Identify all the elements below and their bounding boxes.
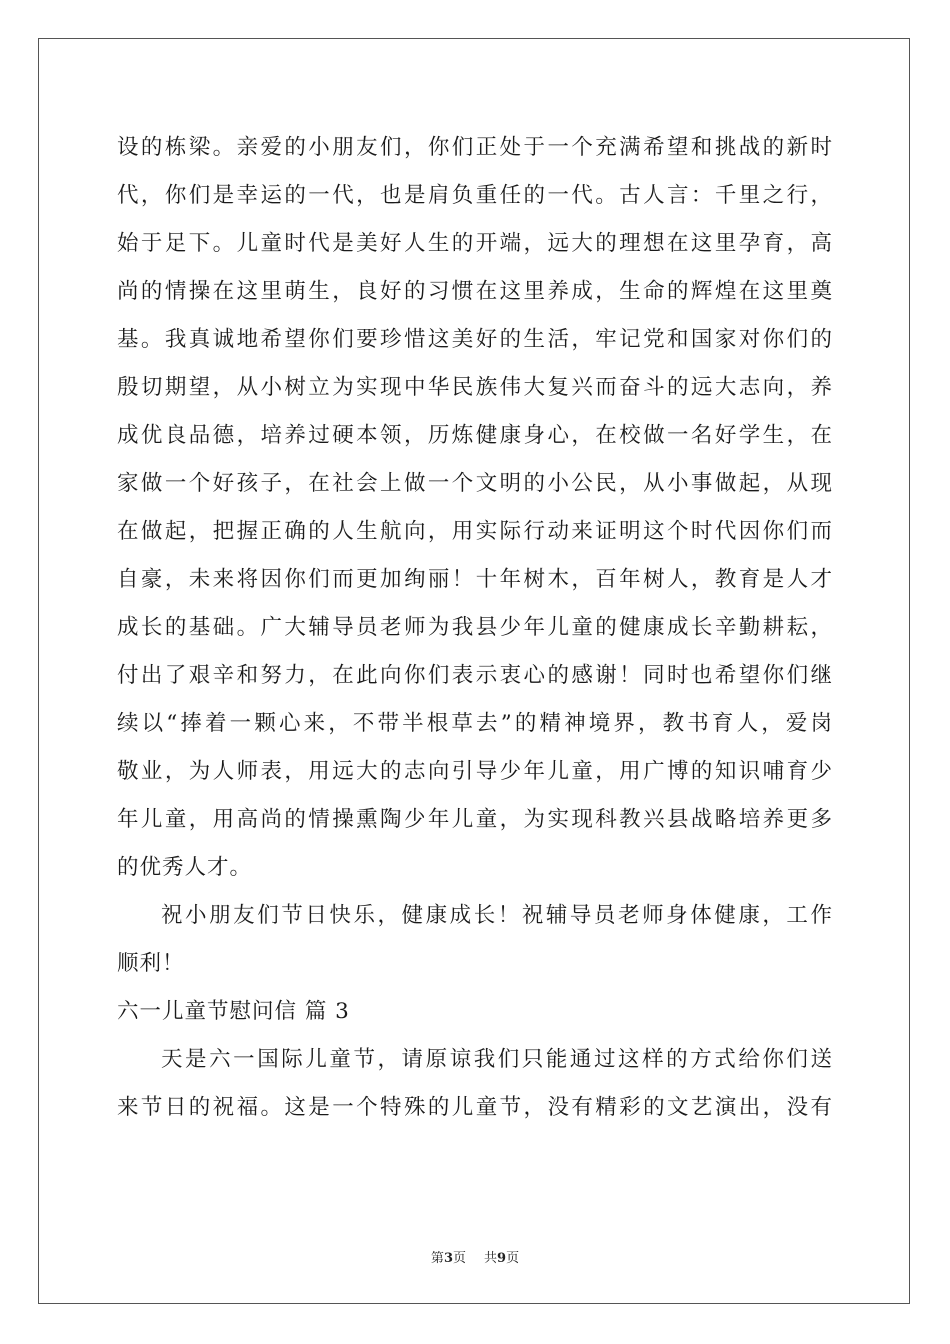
- body-line: 成优良品德，培养过硬本领，历炼健康身心，在校做一名好学生，在: [117, 423, 833, 448]
- body-line: 设的栋梁。亲爱的小朋友们，你们正处于一个充满希望和挑战的新时: [117, 135, 833, 160]
- body-line: 祝小朋友们节日快乐，健康成长！祝辅导员老师身体健康，工作: [161, 903, 833, 928]
- page-prefix: 第: [430, 1251, 444, 1266]
- document-body: [117, 124, 833, 1132]
- current-page-number: 3: [443, 1251, 453, 1266]
- body-line: 天是六一国际儿童节，请原谅我们只能通过这样的方式给你们送: [161, 1047, 833, 1072]
- total-suffix: 页: [506, 1251, 520, 1266]
- body-line: 顺利！: [117, 951, 185, 976]
- body-line: 殷切期望，从小树立为实现中华民族伟大复兴而奋斗的远大志向，养: [117, 375, 833, 400]
- body-line: 在做起，把握正确的人生航向，用实际行动来证明这个时代因你们而: [117, 519, 833, 544]
- body-line: 基。我真诚地希望你们要珍惜这美好的生活，牢记党和国家对你们的: [117, 327, 833, 352]
- body-line: 来节日的祝福。这是一个特殊的儿童节，没有精彩的文艺演出，没有: [117, 1095, 833, 1120]
- body-line: 敬业，为人师表，用远大的志向引导少年儿童，用广博的知识哺育少: [117, 759, 833, 784]
- body-line: 年儿童，用高尚的情操熏陶少年儿童，为实现科教兴县战略培养更多: [117, 807, 833, 832]
- body-line: 代，你们是幸运的一代，也是肩负重任的一代。古人言：千里之行，: [117, 183, 833, 208]
- body-line: 始于足下。儿童时代是美好人生的开端，远大的理想在这里孕育，高: [117, 231, 833, 256]
- page-footer: [0, 1247, 950, 1266]
- page-suffix: 页: [452, 1251, 466, 1266]
- section-heading: 六一儿童节慰问信 篇 3: [117, 999, 350, 1024]
- total-prefix: 共: [484, 1251, 498, 1266]
- body-line: 付出了艰辛和努力，在此向你们表示衷心的感谢！同时也希望你们继: [117, 663, 833, 688]
- body-line: 的优秀人才。: [117, 855, 253, 880]
- body-line: 尚的情操在这里萌生，良好的习惯在这里养成，生命的辉煌在这里奠: [117, 279, 833, 304]
- body-line: 自豪，未来将因你们而更加绚丽！十年树木，百年树人，教育是人才: [117, 567, 833, 592]
- body-line: 成长的基础。广大辅导员老师为我县少年儿童的健康成长辛勤耕耘，: [117, 615, 833, 640]
- total-pages-number: 9: [497, 1251, 507, 1266]
- body-line: 续以“捧着一颗心来，不带半根草去”的精神境界，教书育人，爱岗: [117, 711, 833, 736]
- body-line: 家做一个好孩子，在社会上做一个文明的小公民，从小事做起，从现: [117, 471, 833, 496]
